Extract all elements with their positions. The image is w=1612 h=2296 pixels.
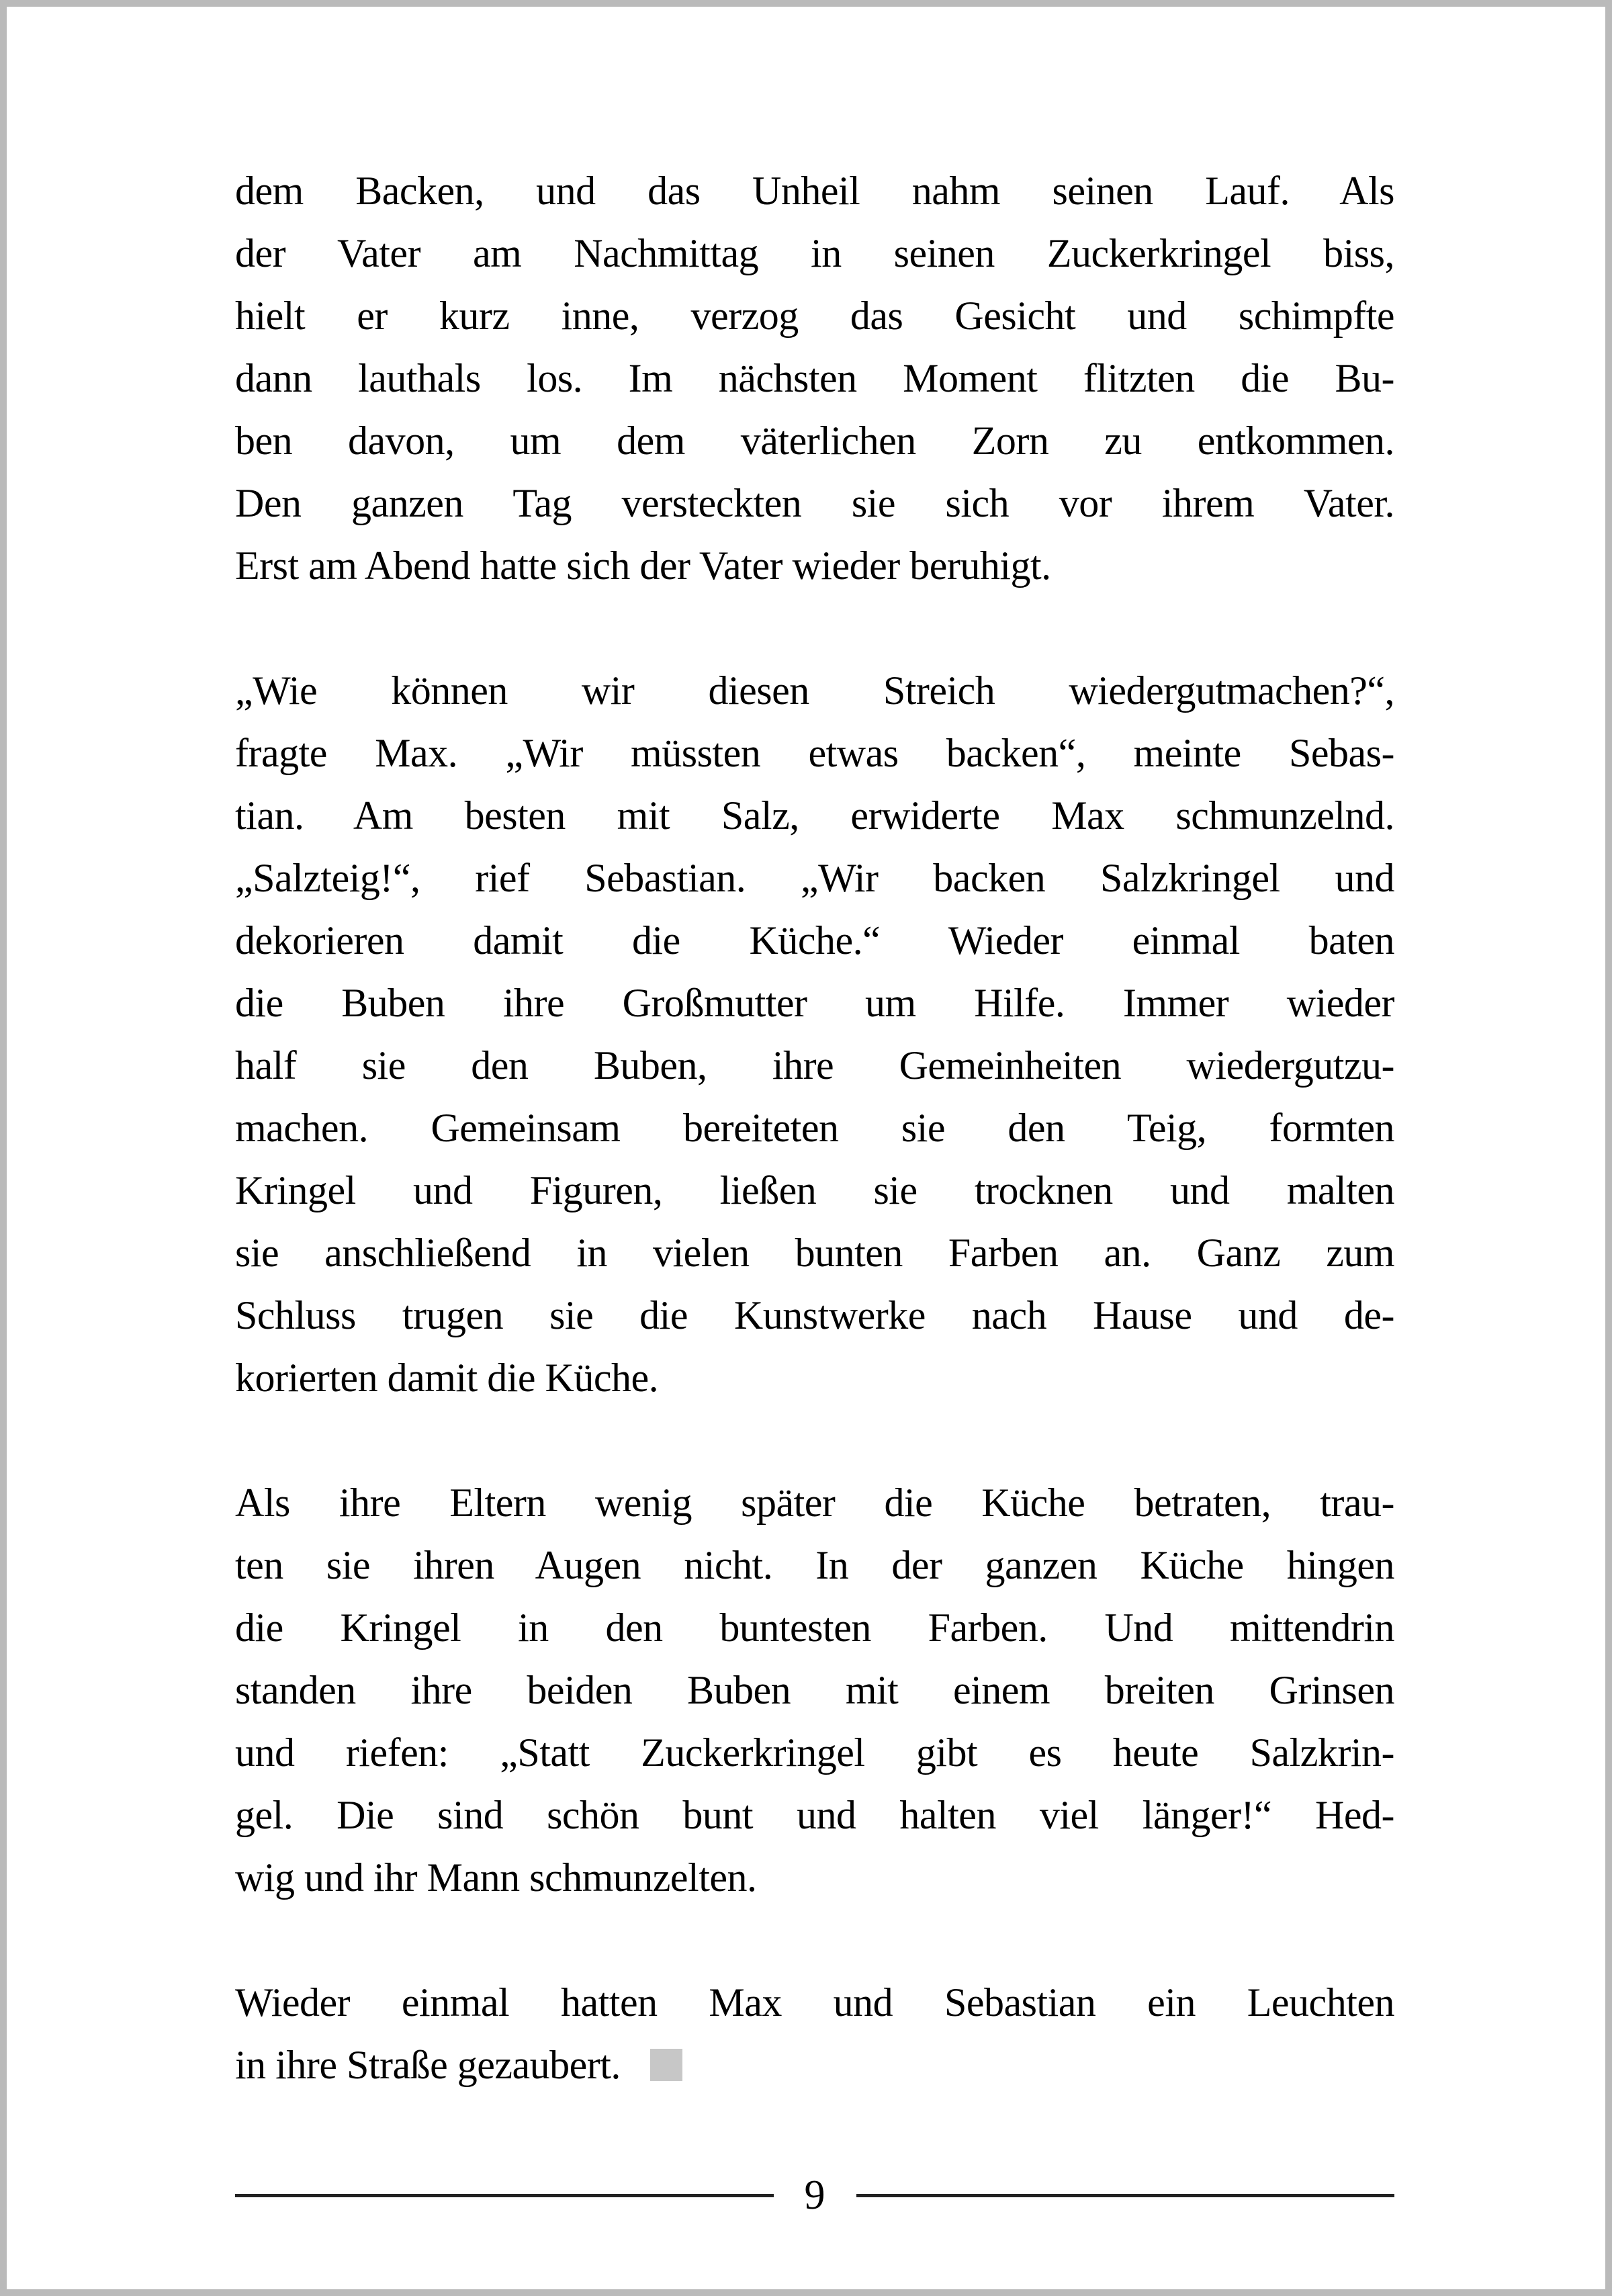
paragraph-3 <box>235 1472 1394 1909</box>
text-line: der Vater am Nachmittag in seinen Zuckerkringel biss, <box>235 231 1394 275</box>
text-line: Schluss trugen sie die Kunstwerke nach Hause und de- <box>235 1293 1394 1337</box>
footer-rule-left <box>235 2194 774 2197</box>
text-line: die Buben ihre Großmutter um Hilfe. Immer wieder <box>235 981 1394 1025</box>
paragraph-4 <box>235 1972 1394 2096</box>
text-line: dekorieren damit die Küche.“ Wieder einmal baten <box>235 918 1394 963</box>
text-line <box>235 2034 1394 2096</box>
text-line: tian. Am besten mit Salz, erwiderte Max schmunzelnd. <box>235 793 1394 838</box>
text-line: hielt er kurz inne, verzog das Gesicht und schimpfte <box>235 294 1394 338</box>
text-line: half sie den Buben, ihre Gemeinheiten wiedergutzu- <box>235 1043 1394 1088</box>
footer-rule-right <box>856 2194 1395 2197</box>
text-line: dann lauthals los. Im nächsten Moment flitzten die Bu- <box>235 356 1394 400</box>
text-line: sie anschließend in vielen bunten Farben an. Ganz zum <box>235 1231 1394 1275</box>
text-line: Wieder einmal hatten Max und Sebastian ein Leuchten <box>235 1980 1394 2025</box>
text-line: wig und ihr Mann schmunzelten. <box>235 1855 757 1900</box>
text-line: ben davon, um dem väterlichen Zorn zu entkommen. <box>235 418 1394 463</box>
text-line: und riefen: „Statt Zuckerkringel gibt es heute Salzkrin- <box>235 1730 1394 1775</box>
text-line: fragte Max. „Wir müssten etwas backen“, meinte Sebas- <box>235 731 1394 775</box>
text-line: Den ganzen Tag versteckten sie sich vor ihrem Vater. <box>235 481 1394 525</box>
text-line: korierten damit die Küche. <box>235 1356 659 1400</box>
text-line: die Kringel in den buntesten Farben. Und mittendrin <box>235 1605 1394 1650</box>
text-line: dem Backen, und das Unheil nahm seinen Lauf. Als <box>235 169 1394 213</box>
page-number: 9 <box>804 2172 825 2218</box>
paragraph-2 <box>235 660 1394 1409</box>
page-footer <box>235 2164 1394 2226</box>
paragraph-1 <box>235 160 1394 597</box>
text-line: machen. Gemeinsam bereiteten sie den Teig, formten <box>235 1106 1394 1150</box>
text-line: standen ihre beiden Buben mit einem breiten Grinsen <box>235 1668 1394 1712</box>
end-of-story-square-icon <box>650 2049 682 2081</box>
story-text <box>235 160 1394 2096</box>
text-line: ten sie ihren Augen nicht. In der ganzen Küche hingen <box>235 1543 1394 1587</box>
text-line: Als ihre Eltern wenig später die Küche betraten, trau- <box>235 1481 1394 1525</box>
text-line: „Wie können wir diesen Streich wiedergutmachen?“, <box>235 668 1394 713</box>
text-line: „Salzteig!“, rief Sebastian. „Wir backen Salzkringel und <box>235 856 1394 900</box>
text-line: Erst am Abend hatte sich der Vater wieder beruhigt. <box>235 543 1051 588</box>
text-line: Kringel und Figuren, ließen sie trocknen und malten <box>235 1168 1394 1212</box>
text-line: gel. Die sind schön bunt und halten viel länger!“ Hed- <box>235 1793 1394 1837</box>
text-line-content: in ihre Straße gezaubert. <box>235 2043 621 2087</box>
